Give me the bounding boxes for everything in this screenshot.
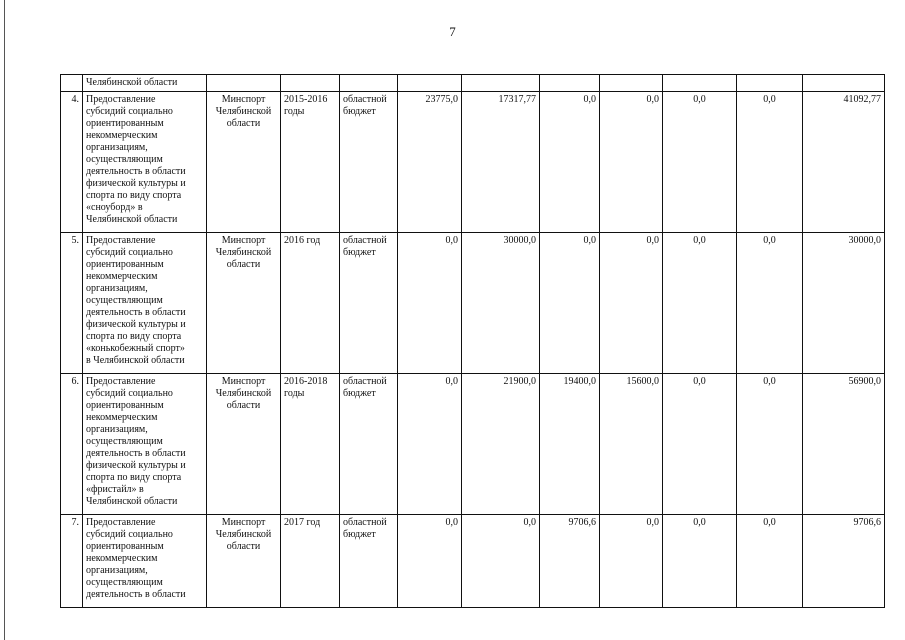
cell-value: 0,0 — [398, 233, 462, 374]
cell-line: некоммерческим — [86, 130, 158, 141]
cell-value — [663, 75, 737, 92]
cell-line: субсидий социально — [86, 529, 173, 540]
cell-value: 23775,0 — [398, 92, 462, 233]
cell-line: Челябинской области — [86, 214, 178, 225]
cell-line: областной — [343, 517, 387, 528]
cell-value — [398, 75, 462, 92]
cell-line: Предоставление — [86, 376, 156, 387]
cell-line: 2017 год — [284, 517, 321, 528]
cell-value: 17317,77 — [462, 92, 540, 233]
cell-value: 9706,6 — [540, 515, 600, 608]
cell-num: 5. — [61, 233, 83, 374]
cell-line: бюджет — [343, 106, 376, 117]
cell-line: области — [226, 541, 261, 552]
cell-source — [340, 515, 398, 608]
table-row — [61, 374, 885, 515]
cell-line: области — [226, 259, 261, 270]
cell-line: Минспорт — [221, 94, 266, 105]
cell-line: некоммерческим — [86, 271, 158, 282]
cell-line: Предоставление — [86, 94, 156, 105]
cell-name — [83, 515, 207, 608]
cell-value — [600, 75, 663, 92]
cell-value: 9706,6 — [803, 515, 885, 608]
cell-line: Челябинской — [215, 529, 272, 540]
cell-line: «фристайл» в — [86, 484, 144, 495]
cell-source — [340, 75, 398, 92]
cell-value — [462, 75, 540, 92]
cell-line: организациям, — [86, 565, 148, 576]
cell-line: физической культуры и — [86, 319, 186, 330]
cell-line: бюджет — [343, 247, 376, 258]
cell-line: «конькобежный спорт» — [86, 343, 185, 354]
cell-name — [83, 233, 207, 374]
cell-name — [83, 92, 207, 233]
table-row — [61, 233, 885, 374]
cell-num: 6. — [61, 374, 83, 515]
cell-line: субсидий социально — [86, 388, 173, 399]
cell-line: в Челябинской области — [86, 355, 185, 366]
table-row-continuation — [61, 75, 885, 92]
cell-line: области — [226, 400, 261, 411]
cell-executor — [207, 515, 281, 608]
cell-line: годы — [284, 106, 305, 117]
cell-line: субсидий социально — [86, 247, 173, 258]
cell-value — [540, 75, 600, 92]
cell-source — [340, 374, 398, 515]
cell-line: Челябинской — [215, 106, 272, 117]
cell-line: годы — [284, 388, 305, 399]
cell-line: спорта по виду спорта — [86, 472, 182, 483]
cell-line: 2015-2016 — [284, 94, 328, 105]
cell-value: 30000,0 — [462, 233, 540, 374]
cell-period — [281, 92, 340, 233]
cell-line: деятельность в области — [86, 307, 186, 318]
cell-value: 0,0 — [663, 515, 737, 608]
cell-line: области — [226, 118, 261, 129]
cell-value — [737, 75, 803, 92]
cell-line: деятельность в области — [86, 166, 186, 177]
cell-line: бюджет — [343, 529, 376, 540]
cell-line: ориентированным — [86, 400, 164, 411]
cell-value: 0,0 — [663, 374, 737, 515]
binding-margin-line — [4, 0, 5, 640]
cell-line: Челябинской — [215, 247, 272, 258]
cell-period — [281, 233, 340, 374]
cell-value: 56900,0 — [803, 374, 885, 515]
cell-value: 0,0 — [663, 92, 737, 233]
cell-line: Челябинской — [215, 388, 272, 399]
cell-source — [340, 92, 398, 233]
cell-line: «сноуборд» в — [86, 202, 143, 213]
cell-value: 0,0 — [540, 92, 600, 233]
cell-num — [61, 75, 83, 92]
cell-line: спорта по виду спорта — [86, 190, 182, 201]
cell-period — [281, 75, 340, 92]
cell-value: 19400,0 — [540, 374, 600, 515]
cell-line: деятельность в области — [86, 448, 186, 459]
cell-executor — [207, 75, 281, 92]
cell-value: 41092,77 — [803, 92, 885, 233]
cell-line: субсидий социально — [86, 106, 173, 117]
cell-value: 0,0 — [737, 233, 803, 374]
cell-value — [803, 75, 885, 92]
cell-line: Предоставление — [86, 517, 156, 528]
cell-line: деятельность в области — [86, 589, 186, 600]
cell-line: ориентированным — [86, 259, 164, 270]
cell-line: 2016 год — [284, 235, 321, 246]
cell-line: организациям, — [86, 424, 148, 435]
cell-value: 0,0 — [600, 233, 663, 374]
cell-line: осуществляющим — [86, 154, 163, 165]
cell-num: 4. — [61, 92, 83, 233]
cell-value: 0,0 — [737, 515, 803, 608]
table-body — [61, 75, 885, 608]
cell-line: 2016-2018 — [284, 376, 328, 387]
cell-value: 21900,0 — [462, 374, 540, 515]
cell-line: бюджет — [343, 388, 376, 399]
cell-name — [83, 374, 207, 515]
cell-line: некоммерческим — [86, 553, 158, 564]
cell-line: ориентированным — [86, 541, 164, 552]
cell-executor — [207, 92, 281, 233]
cell-line: Предоставление — [86, 235, 156, 246]
cell-period — [281, 515, 340, 608]
cell-line: осуществляющим — [86, 295, 163, 306]
cell-line: ориентированным — [86, 118, 164, 129]
cell-value: 30000,0 — [803, 233, 885, 374]
cell-line: организациям, — [86, 142, 148, 153]
cell-value: 0,0 — [540, 233, 600, 374]
cell-line: некоммерческим — [86, 412, 158, 423]
cell-value: 0,0 — [600, 92, 663, 233]
table-row — [61, 92, 885, 233]
cell-value: 15600,0 — [600, 374, 663, 515]
cell-source — [340, 233, 398, 374]
cell-value: 0,0 — [600, 515, 663, 608]
cell-line: осуществляющим — [86, 577, 163, 588]
page-number: 7 — [449, 24, 456, 39]
cell-line: организациям, — [86, 283, 148, 294]
cell-line: осуществляющим — [86, 436, 163, 447]
cell-value: 0,0 — [737, 374, 803, 515]
cell-line: Челябинской области — [86, 496, 178, 507]
cell-line: областной — [343, 94, 387, 105]
cell-period — [281, 374, 340, 515]
cell-value: 0,0 — [737, 92, 803, 233]
cell-value: 0,0 — [398, 515, 462, 608]
cell-executor — [207, 233, 281, 374]
cell-line: областной — [343, 376, 387, 387]
cell-line: областной — [343, 235, 387, 246]
cell-line: Минспорт — [221, 376, 266, 387]
cell-line: физической культуры и — [86, 178, 186, 189]
cell-value: 0,0 — [663, 233, 737, 374]
cell-value: 0,0 — [462, 515, 540, 608]
cell-executor — [207, 374, 281, 515]
table-row — [61, 515, 885, 608]
budget-table — [60, 74, 885, 608]
cell-name: Челябинской области — [83, 75, 207, 92]
cell-line: спорта по виду спорта — [86, 331, 182, 342]
cell-line: Минспорт — [221, 517, 266, 528]
cell-num: 7. — [61, 515, 83, 608]
cell-value: 0,0 — [398, 374, 462, 515]
cell-line: физической культуры и — [86, 460, 186, 471]
cell-line: Минспорт — [221, 235, 266, 246]
